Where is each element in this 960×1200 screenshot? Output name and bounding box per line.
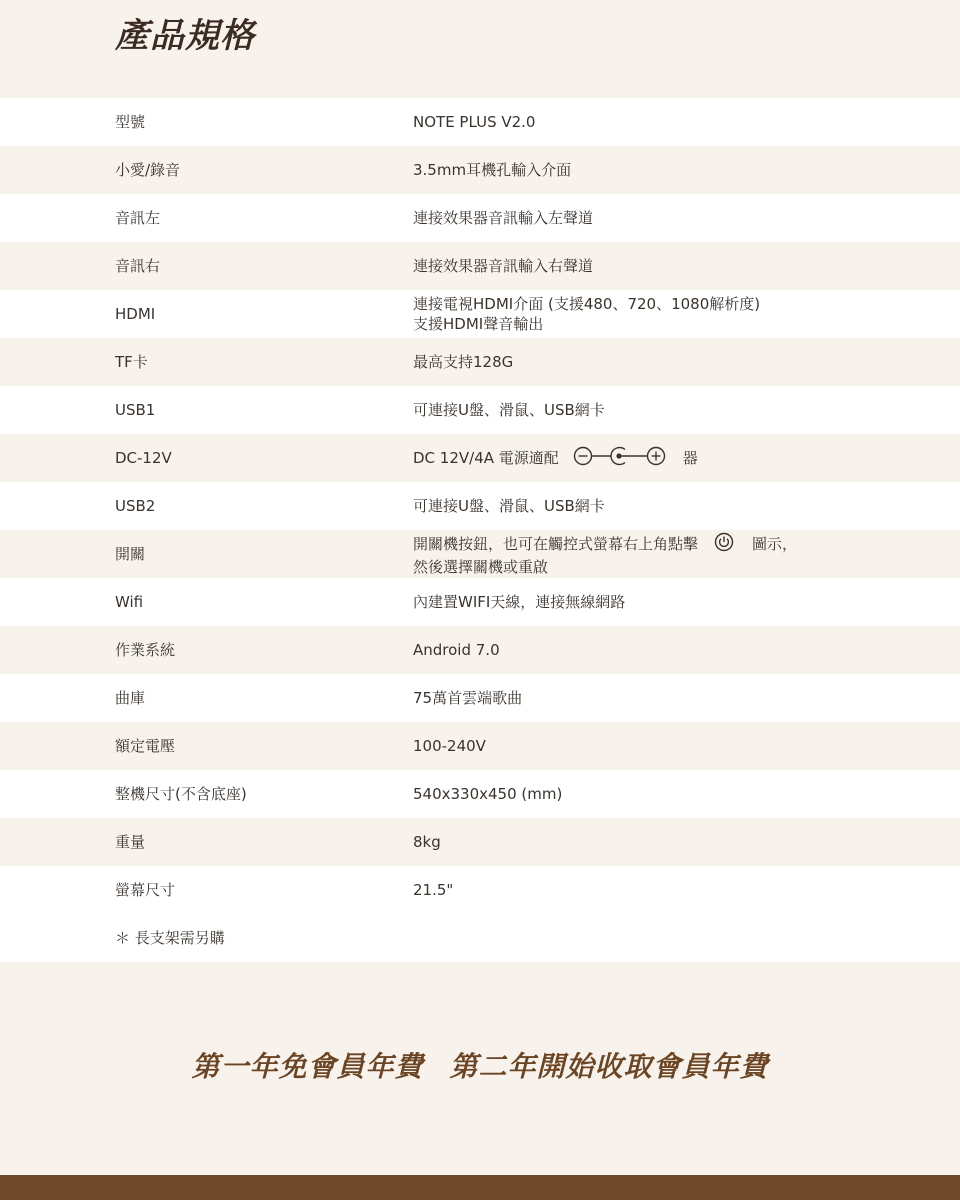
- spec-value: [413, 242, 593, 290]
- spec-label: DC-12V: [115, 449, 172, 467]
- spec-value: [413, 770, 562, 818]
- spec-value: [413, 194, 593, 242]
- spec-value-line: 540x330x450 (mm): [413, 785, 563, 803]
- spec-value: [413, 290, 760, 338]
- spec-label: TF卡: [115, 353, 148, 371]
- spec-label: 整機尺寸(不含底座): [115, 785, 247, 803]
- spec-label: 重量: [115, 833, 146, 851]
- spec-value-line: 連接效果器音訊輸入右聲道: [413, 257, 594, 275]
- spec-value-text: 開關機按鈕，也可在觸控式螢幕右上角點擊: [413, 535, 699, 553]
- spec-value-line: 支援HDMI聲音輸出: [413, 315, 544, 333]
- spec-label: HDMI: [115, 305, 156, 323]
- spec-label: USB1: [115, 401, 156, 419]
- spec-row-dimensions: [0, 770, 960, 818]
- spec-row-power-switch: [0, 530, 960, 578]
- spec-value-line: Android 7.0: [413, 641, 500, 659]
- spec-row-rated-voltage: [0, 722, 960, 770]
- spec-label: 曲庫: [115, 689, 146, 707]
- spec-label: USB2: [115, 497, 156, 515]
- spec-row-audio-left: [0, 194, 960, 242]
- spec-note: ＊ 長支架需另購: [115, 929, 225, 947]
- spec-row-usb2: [0, 482, 960, 530]
- spec-label: Wifi: [115, 593, 144, 611]
- spec-row-hdmi: [0, 290, 960, 338]
- footer-bar: [0, 1175, 960, 1200]
- spec-label: 額定電壓: [115, 737, 176, 755]
- spec-row-song-library: [0, 674, 960, 722]
- spec-value: [413, 674, 522, 722]
- spec-value-text: 圖示，: [752, 535, 798, 553]
- spec-value: [413, 434, 698, 482]
- spec-value-line: [413, 446, 698, 471]
- spec-value-line: 內建置WIFI天線，連接無線網路: [413, 593, 626, 611]
- spec-value-line: 100-240V: [413, 737, 486, 755]
- spec-row-audio-right: [0, 242, 960, 290]
- spec-value-line: 可連接U盤、滑鼠、USB網卡: [413, 401, 605, 419]
- spec-value-line: 8kg: [413, 833, 441, 851]
- membership-promo: [0, 1045, 960, 1085]
- spec-value: [413, 818, 441, 866]
- spec-value-line: 可連接U盤、滑鼠、USB網卡: [413, 497, 605, 515]
- spec-label: 作業系統: [115, 641, 176, 659]
- promo-second-year: 第二年開始收取會員年費: [449, 1050, 769, 1083]
- spec-value: [413, 530, 797, 578]
- spec-label: 螢幕尺寸: [115, 881, 176, 899]
- spec-row-model: [0, 98, 960, 146]
- spec-row-mic: [0, 146, 960, 194]
- power-icon: [714, 532, 734, 557]
- spec-value-line: 連接效果器音訊輸入左聲道: [413, 209, 594, 227]
- spec-row-os: [0, 626, 960, 674]
- spec-label: 音訊左: [115, 209, 161, 227]
- spec-value-line: NOTE PLUS V2.0: [413, 113, 536, 131]
- spec-row-wifi: [0, 578, 960, 626]
- page-title: 產品規格: [115, 16, 255, 56]
- spec-value: [413, 866, 453, 914]
- spec-value: [413, 626, 500, 674]
- spec-label: 小愛/錄音: [115, 161, 181, 179]
- spec-value: [413, 722, 486, 770]
- spec-row-tf-card: [0, 338, 960, 386]
- spec-value: [413, 482, 605, 530]
- promo-first-year: 第一年免會員年費: [191, 1050, 424, 1083]
- spec-label: 型號: [115, 113, 146, 131]
- spec-value-line: 21.5": [413, 881, 454, 899]
- spec-value-line: 最高支持128G: [413, 353, 514, 371]
- spec-value-line: 然後選擇關機或重啟: [413, 557, 549, 576]
- spec-value: [413, 338, 513, 386]
- spec-value: [413, 578, 625, 626]
- spec-row-usb1: [0, 386, 960, 434]
- spec-note-row: [0, 914, 960, 962]
- page-header: [0, 0, 960, 98]
- spec-value-line: 3.5mm耳機孔輸入介面: [413, 161, 572, 179]
- spec-row-screen-size: [0, 866, 960, 914]
- spec-label: 音訊右: [115, 257, 161, 275]
- spec-label: 開關: [115, 545, 146, 563]
- spec-row-dc: [0, 434, 960, 482]
- spec-value: [413, 386, 605, 434]
- dc-polarity-icon: [573, 446, 667, 471]
- spec-row-weight: [0, 818, 960, 866]
- spec-value-text: 器: [682, 449, 698, 467]
- spec-value-line: 連接電視HDMI介面 (支援480、720、1080解析度): [413, 295, 761, 313]
- spec-value-text: DC 12V/4A 電源適配: [413, 449, 559, 467]
- spec-value: [413, 98, 535, 146]
- spec-value-line: 75萬首雲端歌曲: [413, 689, 523, 707]
- spec-value: [413, 146, 571, 194]
- spec-value-line: [413, 532, 797, 557]
- spec-table: [0, 98, 960, 962]
